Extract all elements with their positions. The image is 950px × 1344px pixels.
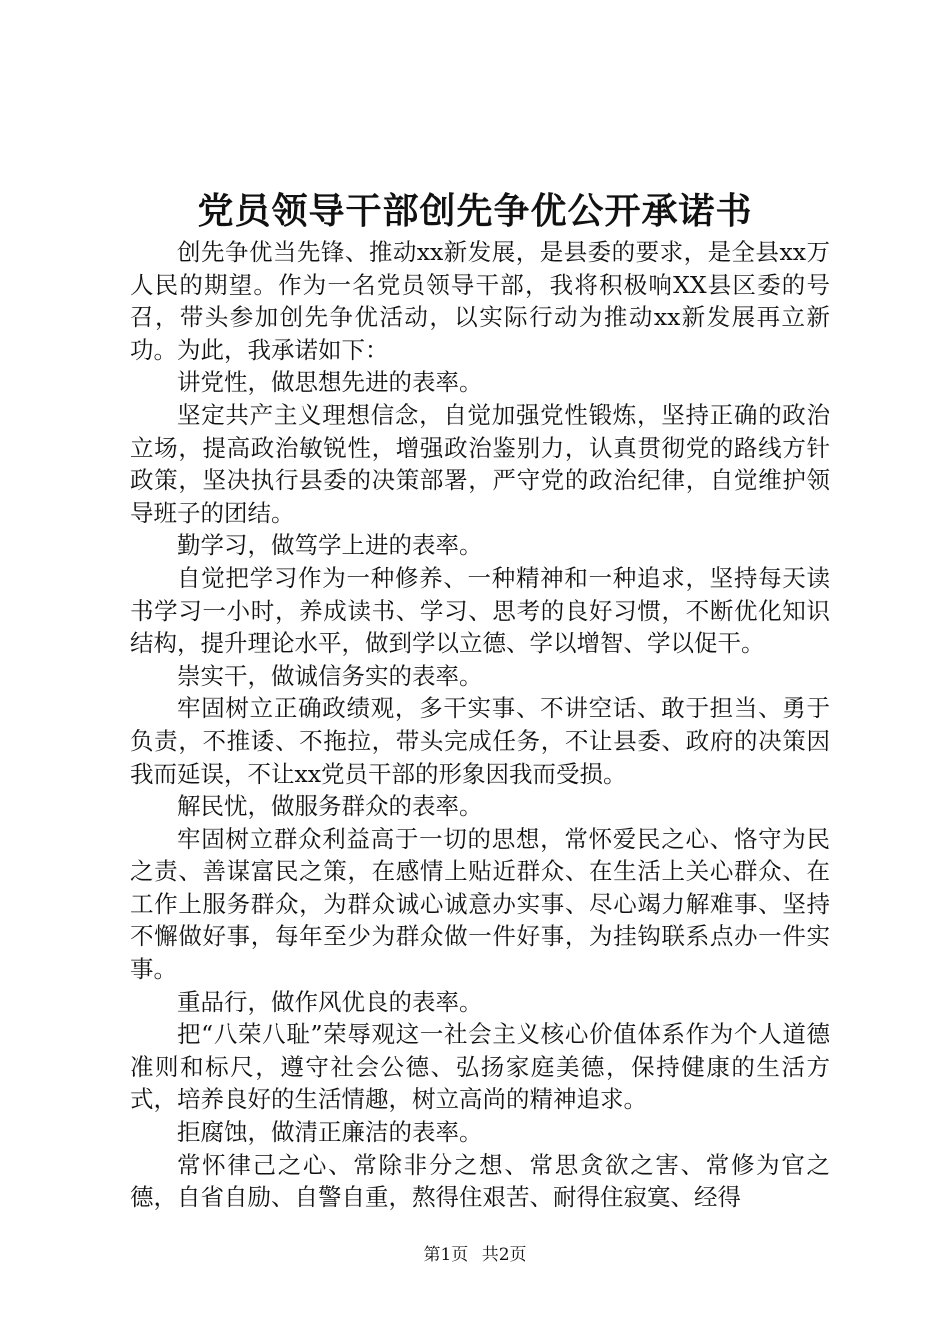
paragraph: 牢固树立群众利益高于一切的思想，常怀爱民之心、恪守为民之责、善谋富民之策，在感情上贴近群众、在生活上关心群众、在工作上服务群众，为群众诚心诚意办实事、尽心竭力解难事、坚持不懈做好事，每年至少为群众做一件好事，为挂钩联系点办一件实事。 bbox=[130, 824, 830, 984]
paragraph-intro: 创先争优当先锋、推动xx新发展，是县委的要求，是全县xx万人民的期望。作为一名党员领导干部，我将积极响XX县区委的号召，带头参加创先争优活动，以实际行动为推动xx新发展再立新功。为此，我承诺如下： bbox=[130, 238, 830, 364]
section-heading: 勤学习，做笃学上进的表率。 bbox=[177, 531, 483, 560]
section-heading: 解民忧，做服务群众的表率。 bbox=[177, 792, 483, 821]
paragraph: 把“八荣八耻”荣辱观这一社会主义核心价值体系作为个人道德准则和标尺，遵守社会公德、弘扬家庭美德，保持健康的生活方式，培养良好的生活情趣，树立高尚的精神追求。 bbox=[130, 1020, 830, 1114]
section-heading: 讲党性，做思想先进的表率。 bbox=[177, 368, 483, 397]
section-heading: 崇实干，做诚信务实的表率。 bbox=[177, 661, 483, 690]
page-number: 第1页 bbox=[423, 1245, 469, 1265]
document-body bbox=[130, 236, 830, 1214]
paragraph: 牢固树立正确政绩观，多干实事、不讲空话、敢于担当、勇于负责，不推诿、不拖拉，带头完成任务，不让县委、政府的决策因我而延误，不让xx党员干部的形象因我而受损。 bbox=[130, 694, 830, 788]
paragraph: 自觉把学习作为一种修养、一种精神和一种追求，坚持每天读书学习一小时，养成读书、学习、思考的良好习惯，不断优化知识结构，提升理论水平，做到学以立德、学以增智、学以促干。 bbox=[130, 563, 830, 658]
page-total: 共2页 bbox=[481, 1245, 527, 1265]
paragraph: 常怀律己之心、常除非分之想、常思贪欲之害、常修为官之德，自省自励、自警自重，熬得住艰苦、耐得住寂寞、经得 bbox=[130, 1150, 830, 1212]
section-heading: 拒腐蚀，做清正廉洁的表率。 bbox=[177, 1118, 483, 1147]
section-heading: 重品行，做作风优良的表率。 bbox=[177, 987, 483, 1016]
page-footer bbox=[0, 1244, 950, 1266]
paragraph: 坚定共产主义理想信念，自觉加强党性锻炼，坚持正确的政治立场，提高政治敏锐性，增强政治鉴别力，认真贯彻党的路线方针政策，坚决执行县委的决策部署，严守党的政治纪律，自觉维护领导班子的团结。 bbox=[130, 400, 830, 527]
document-title: 党员领导干部创先争优公开承诺书 bbox=[197, 190, 753, 232]
